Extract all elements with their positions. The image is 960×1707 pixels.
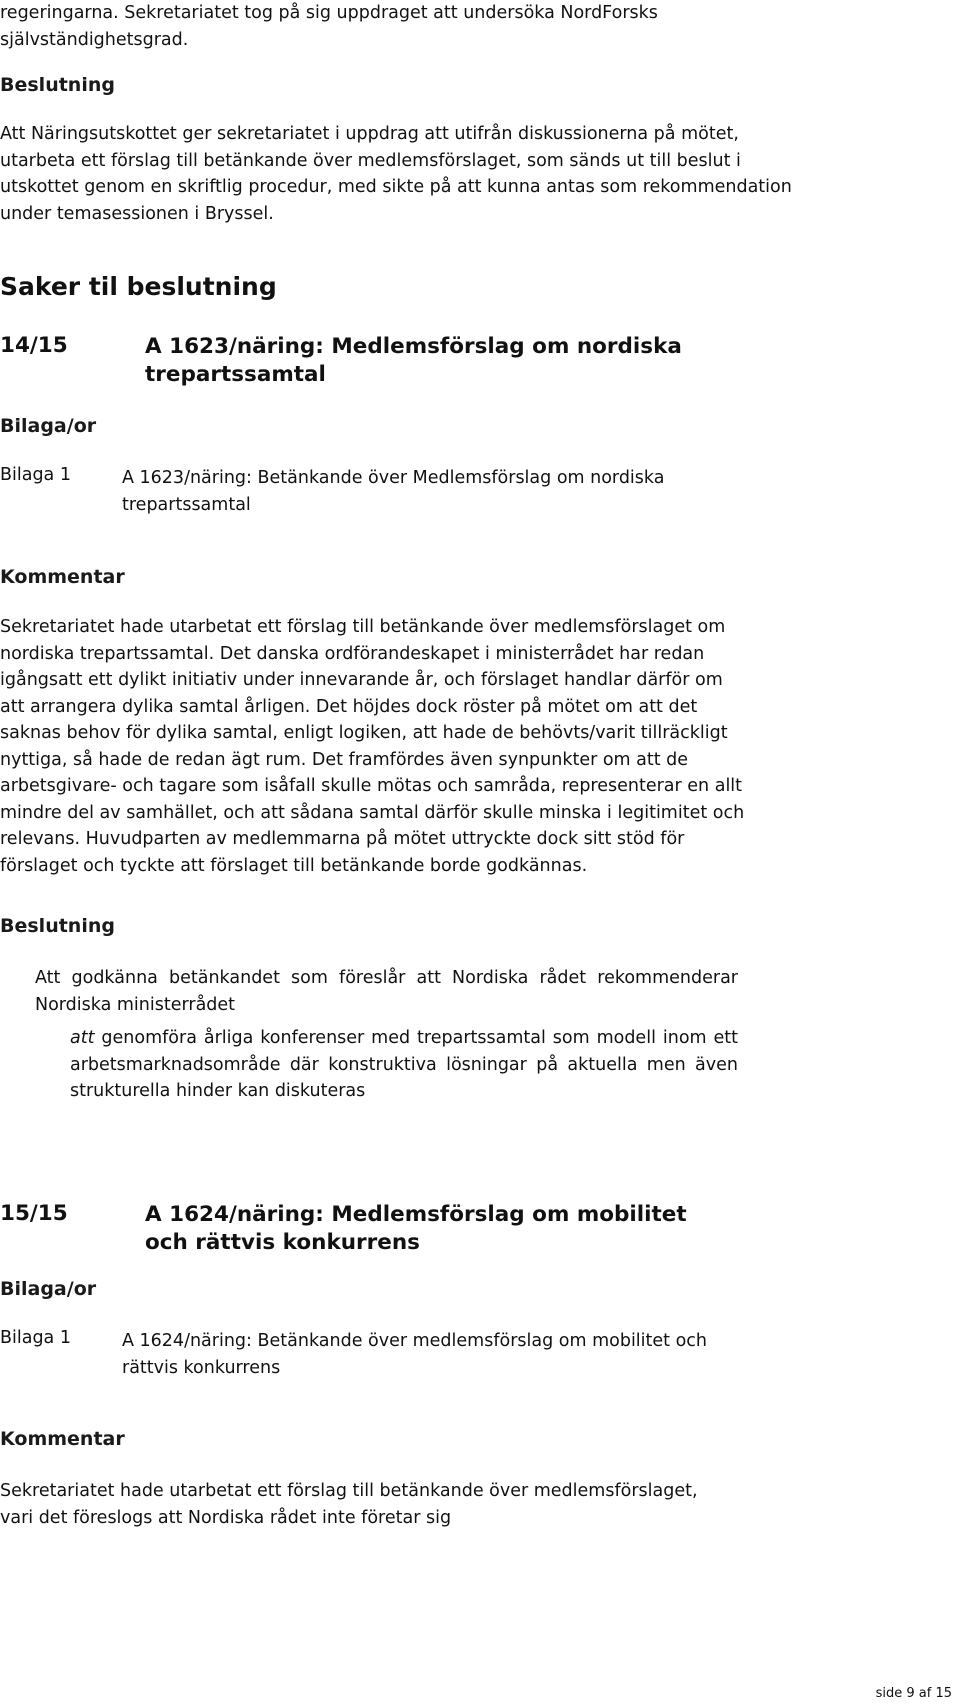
item-15-bilaga-label: Bilaga 1 — [0, 1328, 71, 1348]
item-14-kommentar-text: Sekretariatet hade utarbetat ett förslag till betänkande över medlemsförslaget om nordiska trepartssamtal. Det danska ordförandeskapet i ministerrådet har redan igångsatt ett dylikt initiativ under innevarande år, och förslaget handlar därför om att arrangera dylika samtal årligen. Det höjdes dock röster på mötet om att det saknas behov för dylika samtal, enligt logiken, att hade de behövts/varit tillräckligt nyttiga, så hade de redan ägt rum. Det framfördes även synpunkter om att de arbetsgivare- och tagare som isåfall skulle mötas och samråda, representerar en allt mindre del av samhället, och att sådana samtal därför skulle minska i legitimitet och relevans. Huvudparten av medlemmarna på mötet uttryckte dock sitt stöd för förslaget och tyckte att förslaget till betänkande borde godkännas. — [0, 617, 745, 876]
beslutning-text: Att Näringsutskottet ger sekretariatet i uppdrag att utifrån diskussionerna på mötet, utarbeta ett förslag till betänkande över medlemsförslaget, som sänds ut till beslut i utskottet genom en skriftlig procedur, med sikte på att kunna antas som rekommendation under temasessionen i Bryssel. — [0, 124, 792, 224]
item-15-bilaga-text: A 1624/näring: Betänkande över medlemsförslag om mobilitet och rättvis konkurrens — [122, 1331, 708, 1378]
item-14-title: A 1623/näring: Medlemsförslag om nordiska trepartssamtal — [145, 334, 682, 387]
item-15-bilagor-heading: Bilaga/or — [0, 1278, 97, 1300]
intro-continuation: regeringarna. Sekretariatet tog på sig uppdraget att undersöka NordForsks självständighetsgrad. — [0, 3, 658, 50]
item-15-title: A 1624/näring: Medlemsförslag om mobilitet och rättvis konkurrens — [145, 1202, 687, 1255]
recommendation-text: genomföra årliga konferenser med trepartssamtal som modell inom ett arbetsmarknadsområde där konstruktiva lösningar på aktuella men även strukturella hinder kan diskuteras — [70, 1028, 738, 1101]
item-14-bilaga-label: Bilaga 1 — [0, 465, 71, 485]
item-14-bilaga-text: A 1623/näring: Betänkande över Medlemsförslag om nordiska trepartssamtal — [122, 468, 665, 515]
item-14-beslutning-heading: Beslutning — [0, 915, 115, 937]
item-15-number: 15/15 — [0, 1201, 68, 1226]
item-14-kommentar-heading: Kommentar — [0, 566, 125, 588]
recommendation-att: att — [70, 1028, 95, 1048]
beslutning-heading: Beslutning — [0, 74, 115, 96]
item-14-number: 14/15 — [0, 333, 68, 358]
item-15-kommentar-heading: Kommentar — [0, 1428, 125, 1450]
section-title: Saker til beslutning — [0, 272, 277, 301]
item-14-beslutning-text: Att godkänna betänkandet som föreslår att Nordiska rådet rekommenderar Nordiska ministerrådet — [35, 968, 738, 1015]
item-14-recommendation — [70, 1025, 738, 1105]
item-14-bilagor-heading: Bilaga/or — [0, 415, 97, 437]
page-number: side 9 af 15 — [875, 1686, 952, 1701]
item-15-kommentar-text: Sekretariatet hade utarbetat ett förslag till betänkande över medlemsförslaget, vari det föreslogs att Nordiska rådet inte företar sig — [0, 1481, 698, 1528]
